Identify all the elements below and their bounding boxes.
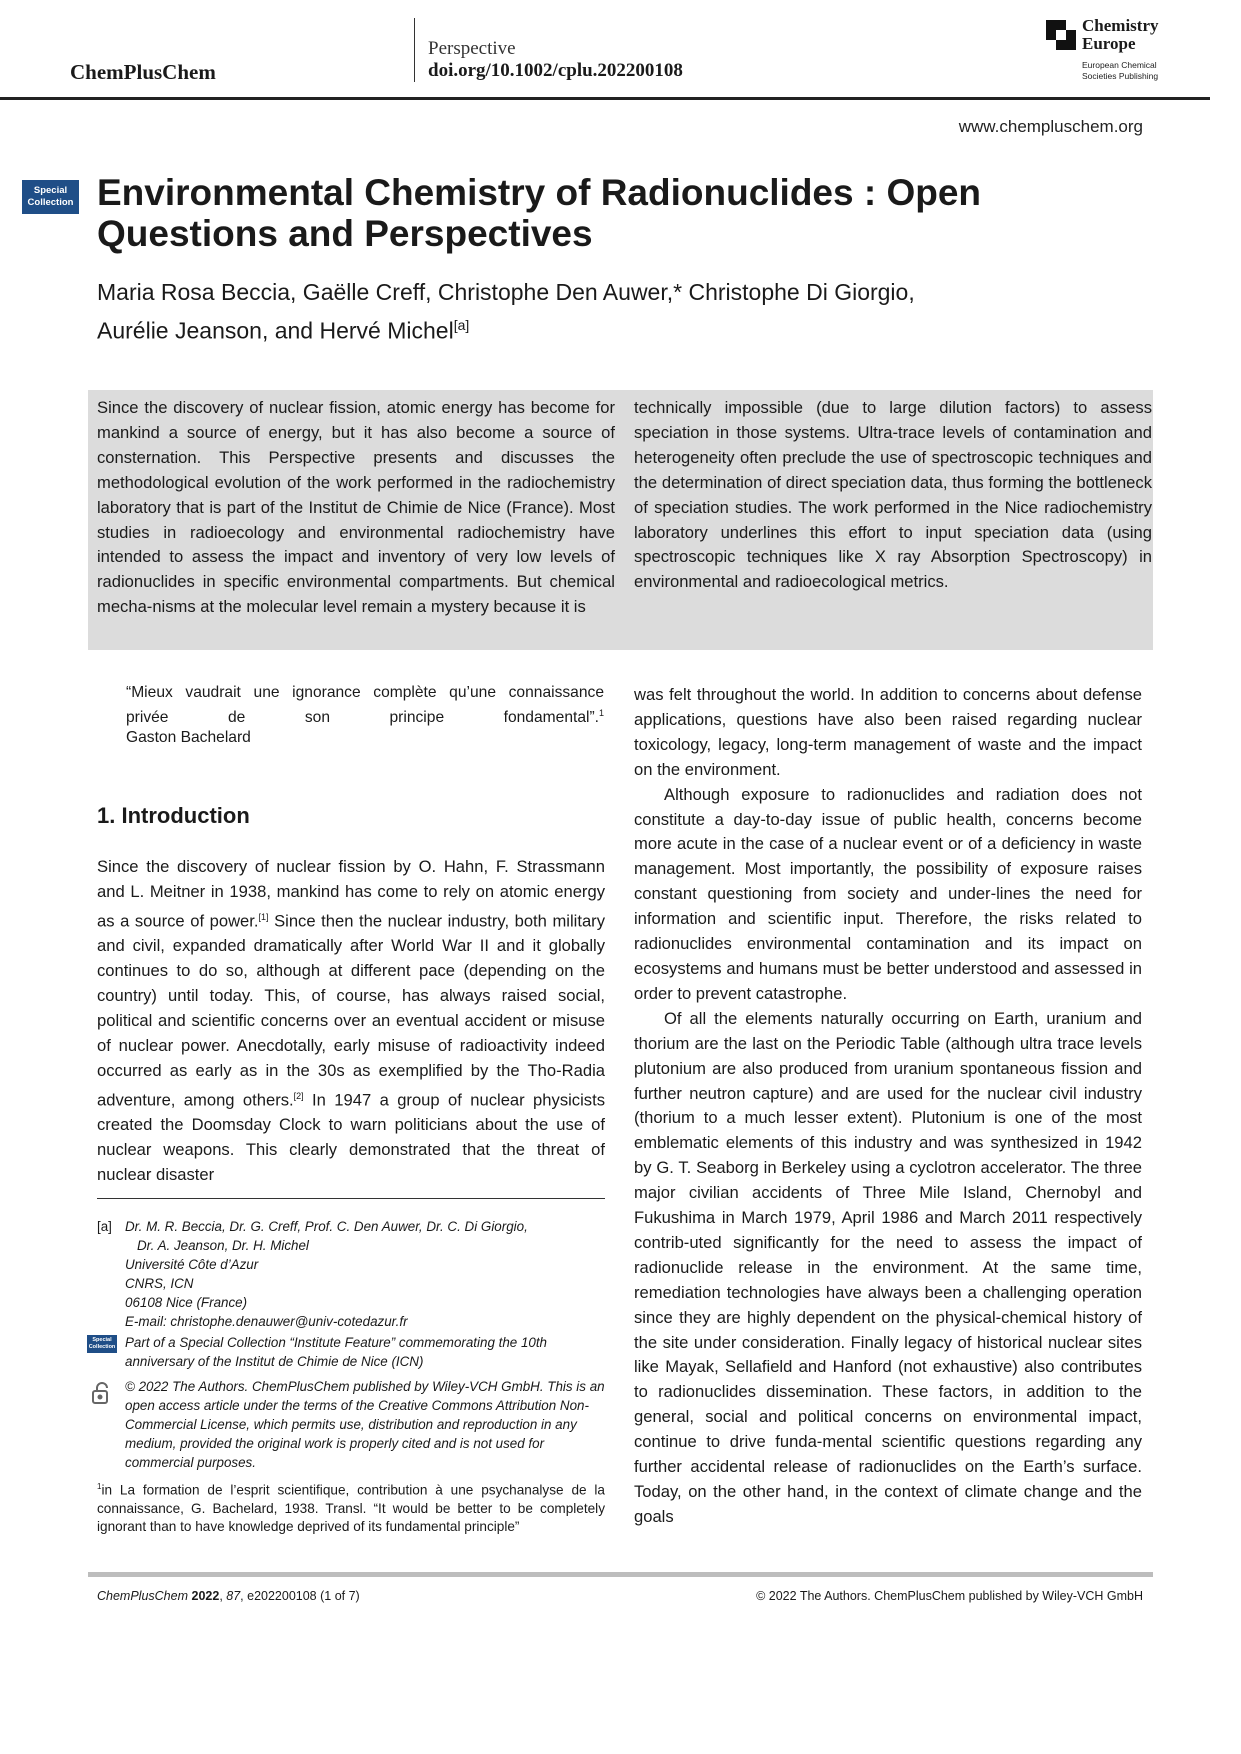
author-email-link[interactable]: E-mail: christophe.denauwer@univ-cotedazur.fr [125,1314,408,1329]
special-collection-badge [22,180,79,214]
article-type: Perspective [428,38,516,59]
intro-text-b: Since then the nuclear industry, both military and civil, expanded dramatically after World War II and it globally continues to do so, although at different pace (depending on the country) until today. This, of course, has always raised social, political and scientific concerns over an eventual accident or misuse of nuclear power. Anecdotally, early misuse of radioactivity indeed occurred as early as in the 30s as exemplified by the Tho-Radia adventure, among others. [97,911,605,1110]
intro-text-c: In 1947 a group of nuclear physicists created the Doomsday Clock to warn politicians about the use of nuclear weapons. This clearly demonstrated that the threat of nuclear disaster [97,1090,605,1184]
publisher-name-line2: Europe [1082,34,1136,53]
epigraph [126,683,604,748]
badge-small-line1: Special [92,1337,112,1343]
body-paragraph: Of all the elements naturally occurring on Earth, uranium and thorium are the last on the Periodic Table (although ultra trace levels plutonium are also produced from uranium spontaneous fission and further neutron capture) and are used for the nuclear civil industry (thorium to a much lesser extent). Plutonium is one of the most emblematic elements of this industry and was synthesized in 1942 by G. T. Seaborg in Berkeley using a cyclotron accelerator. The three major civilian accidents of Three Mile Island, Chernobyl and Fukushima in March 1979, April 1986 and March 2011 respectively contrib-uted significantly for the need to assess the impact of radionuclide release in the environment. At the same time, remediation technologies have always been a challenging operation since they are highly dependent on the physical-chemical history of the site under consideration. Finally legacy of historical nuclear sites like Mayak, Sellafield and Hanford (not exhaustive) also contributes to radionuclides dissemination. These factors, in addition to the general, social and political concerns on environmental impact, continue to drive funda-mental scientific questions regarding any further accidental release of radionuclides on the Earth’s surface. Today, on the other hand, in the context of climate change and the goals [634,1008,1142,1526]
abstract-right-column: technically impossible (due to large dilution factors) to assess speciation in those systems. Ultra-trace levels of contamination and heterogeneity often preclude the use of spectroscopic techniques and the determination of direct speciation data, thus forming the bottleneck of speciation studies. The work performed in the Nice radiochemistry laboratory underlines this effort to input speciation data (using spectroscopic techniques like X ray Absorption Spectroscopy) in environmental and radioecological metrics. [634,398,1152,592]
authors-line2-text: Aurélie Jeanson, and Hervé Michel [97,317,454,344]
reference-1[interactable]: [1] [258,911,269,922]
journal-website-link[interactable]: www.chempluschem.org [958,117,1143,136]
epigraph-footnote-mark: 1 [598,708,604,718]
footnote-rule [97,1198,605,1199]
footnote-1 [97,1478,605,1536]
right-column-text [634,683,1142,1530]
epigraph-line1: “Mieux vaudrait une ignorance complète qu’une connaissance [126,684,604,701]
footer-copyright: © 2022 The Authors. ChemPlusChem published by Wiley-VCH GmbH [756,1589,1143,1603]
affiliation-label: [a] [97,1219,112,1234]
publisher-sub-line1: European Chemical [1082,60,1157,70]
footer-article-number: , e202200108 (1 of 7) [240,1589,360,1603]
publisher-name-line1: Chemistry [1082,16,1159,35]
authors-line2 [97,309,915,348]
body-paragraph: Although exposure to radionuclides and radiation does not constitute a day-to-day issue of public health, concerns become more acute in the case of a nuclear event or of a deficiency in waste management. Most importantly, the possibility of exposure raises constant questioning from society and under-lines the need for information and scientific input. Therefore, the risks related to radionuclides environmental contamination and its impact on ecosystems and humans must be better understood and assessed in order to prevent catastrophe. [634,784,1142,1003]
reference-2[interactable]: [2] [293,1090,304,1101]
footer-journal: ChemPlusChem [97,1589,189,1603]
header-divider [414,18,415,82]
publisher-name [1082,17,1158,53]
intro-paragraph [97,855,605,1188]
header-rule [0,97,1210,100]
affiliation-line: CNRS, ICN [125,1276,194,1291]
affiliation-line: Dr. M. R. Beccia, Dr. G. Creff, Prof. C. Den Auwer, Dr. C. Di Giorgio, [125,1219,528,1234]
collection-note: Part of a Special Collection “Institute Feature” commemorating the 10th anniversary of the Institut de Chimie de Nice (ICN) [125,1335,548,1369]
doi-link[interactable]: doi.org/10.1002/cplu.202200108 [428,60,683,81]
open-access-lock-icon [92,1382,112,1404]
footer-volume: 87 [226,1589,241,1603]
chemistry-europe-logo-icon [1046,20,1076,50]
body-paragraph: was felt throughout the world. In addition to concerns about defense applications, questions have also been raised regarding nuclear toxicology, legacy, long-term management of waste and the impact on the environment. [634,685,1142,779]
epigraph-line2-text: privée de son principe fondamental”. [126,709,599,727]
badge-small-line2: Collection [88,1344,116,1350]
footer-bar [88,1572,1153,1577]
publisher-sub-line2: Societies Publishing [1082,71,1159,81]
affiliation-mark: [a] [453,317,470,333]
affiliation-line: 06108 Nice (France) [125,1295,248,1310]
epigraph-author: Gaston Bachelard [126,729,251,747]
footer-year: 2022 [191,1589,220,1603]
affiliation-line: Université Côte d’Azur [125,1257,259,1272]
publisher-subtitle [1082,60,1158,82]
license-note: © 2022 The Authors. ChemPlusChem published by Wiley-VCH GmbH. This is an open access article under the terms of the Creative Commons Attribution Non-Commercial License, which permits use, distribution and reproduction in any medium, provided the original work is properly cited and is not used for commercial purposes. [125,1379,605,1470]
epigraph-line2 [126,703,604,728]
author-list [97,276,915,348]
article-title: Environmental Chemistry of Radionuclides : Open Questions and Perspectives [97,172,982,254]
affiliation-block [125,1217,605,1331]
intro-text-a: Since the discovery of nuclear fission by O. Hahn, F. Strassmann and L. Meitner in 1938, mankind has come to rely on atomic energy as a source of power. [97,857,605,931]
footer-citation: ChemPlusChem 2022, 87, e202200108 (1 of 7) [97,1589,360,1603]
badge-line1: Special [33,185,68,196]
special-collection-badge-small [87,1335,117,1353]
affiliation-line: Dr. A. Jeanson, Dr. H. Michel [137,1238,309,1253]
abstract-left-column: Since the discovery of nuclear fission, atomic energy has become for mankind a source of energy, but it has also become a source of consternation. This Perspective presents and discusses the methodological evolution of the work performed in the radiochemistry laboratory that is part of the Institut de Chimie de Nice (France). Most studies in radioecology and environmental radiochemistry have intended to assess the impact and inventory of very low levels of radionuclides in specific environmental compartments. But chemical mecha-nisms at the molecular level remain a mystery because it is [97,398,615,617]
footnote-1-mark: 1 [97,1482,102,1491]
journal-name: ChemPlusChem [70,60,216,84]
footnote-1-text: in La formation de l’esprit scientifique, contribution à une psychanalyse de la connaissance, G. Bachelard, 1938. Transl. “It would be better to be completely ignorant than to have knowledge deprived of its fundamental principle” [97,1482,605,1534]
authors-line1: Maria Rosa Beccia, Gaëlle Creff, Christophe Den Auwer,* Christophe Di Giorgio, [97,279,915,305]
section-heading-introduction: 1. Introduction [97,803,250,828]
badge-line2: Collection [27,197,74,208]
